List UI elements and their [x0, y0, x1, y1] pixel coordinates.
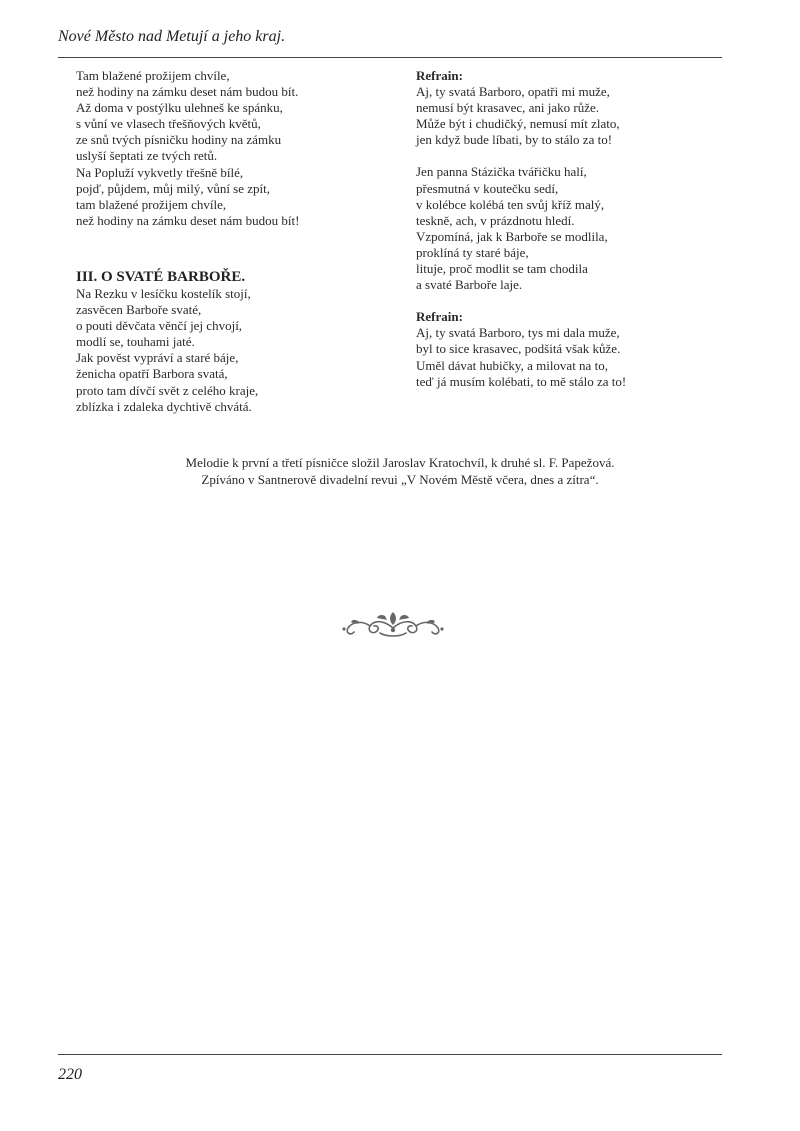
verse-line: teskně, ach, v prázdnotu hledí.	[416, 212, 575, 228]
verse-line: Na Popluží vykvetly třešně bílé,	[76, 164, 244, 180]
running-header: Nové Město nad Metují a jeho kraj.	[58, 28, 286, 45]
verse-line: Tam blažené prožijem chvíle,	[76, 68, 230, 83]
verse-line: Může být i chudičký, nemusí mít zlato,	[416, 116, 620, 132]
verse-line: a svaté Barboře laje.	[416, 277, 523, 293]
header-rule	[58, 57, 722, 58]
verse-line: proklíná ty staré báje,	[416, 244, 529, 260]
section-title: III. O SVATÉ BARBOŘE.	[76, 268, 246, 285]
verse-line: Jen panna Stázička tvářičku halí,	[416, 164, 587, 180]
stanza-1	[76, 68, 376, 229]
refrain-label: Refrain:	[416, 309, 463, 325]
floral-ornament-icon	[340, 608, 446, 640]
verse-line: ženicha opatří Barbora svatá,	[76, 366, 228, 382]
verse-line: proto tam dívčí svět z celého kraje,	[76, 382, 259, 398]
verse-line: modlí se, touhami jaté.	[76, 334, 195, 350]
left-column	[76, 68, 376, 415]
verse-line: než hodiny na zámku deset nám budou bít!	[76, 212, 300, 228]
verse-line: než hodiny na zámku deset nám budou bít.	[76, 84, 299, 100]
page-number: 220	[58, 1066, 82, 1083]
verse-line: o pouti děvčata věnčí jej chvojí,	[76, 318, 243, 334]
verse-line: byl to sice krasavec, podšitá však kůže.	[416, 341, 621, 357]
verse-line: s vůní ve vlasech třešňových květů,	[76, 116, 261, 132]
verse-line: pojď, půjdem, můj milý, vůní se zpít,	[76, 180, 271, 196]
refrain-2	[416, 325, 716, 389]
verse-line: zasvěcen Barboře svaté,	[76, 302, 202, 318]
verse-line: nemusí být krasavec, ani jako růže.	[416, 100, 600, 116]
footer-rule	[58, 1054, 722, 1055]
refrain-label: Refrain:	[416, 68, 463, 83]
stanza-3	[416, 164, 716, 293]
verse-line: Aj, ty svatá Barboro, tys mi dala muže,	[416, 325, 620, 341]
verse-line: Jak pověst vypráví a staré báje,	[76, 350, 239, 366]
credits-line: Melodie k první a třetí písničce složil Jaroslav Kratochvíl, k druhé sl. F. Papežová.	[185, 455, 615, 470]
verse-line: Vzpomíná, jak k Barboře se modlila,	[416, 228, 608, 244]
verse-line: Uměl dávat hubičky, a milovat na to,	[416, 357, 608, 373]
refrain-1	[416, 84, 716, 148]
verse-line: Až doma v postýlku ulehneš ke spánku,	[76, 100, 283, 116]
credits-line: Zpíváno v Santnerově divadelní revui „V Novém Městě včera, dnes a zítra“.	[201, 471, 599, 487]
verse-line: jen když bude líbati, by to stálo za to!	[416, 132, 613, 148]
verse-line: Na Rezku v lesíčku kostelík stojí,	[76, 285, 251, 301]
verse-line: v kolébce kolébá ten svůj kříž malý,	[416, 196, 605, 212]
verse-line: lituje, proč modlit se tam chodila	[416, 261, 588, 277]
verse-line: ze snů tvých písničku hodiny na zámku	[76, 132, 282, 148]
verse-line: zblízka i zdaleka dychtivě chvátá.	[76, 398, 252, 414]
stanza-2	[76, 286, 376, 415]
verse-line: teď já musím kolébati, to mě stálo za to!	[416, 373, 627, 389]
credits	[100, 455, 700, 488]
verse-line: přesmutná v koutečku sedí,	[416, 180, 559, 196]
verse-line: tam blažené prožijem chvíle,	[76, 196, 227, 212]
verse-line: Aj, ty svatá Barboro, opatři mi muže,	[416, 84, 610, 100]
verse-line: uslyší šeptati ze tvých retů.	[76, 148, 218, 164]
right-column	[416, 68, 716, 390]
